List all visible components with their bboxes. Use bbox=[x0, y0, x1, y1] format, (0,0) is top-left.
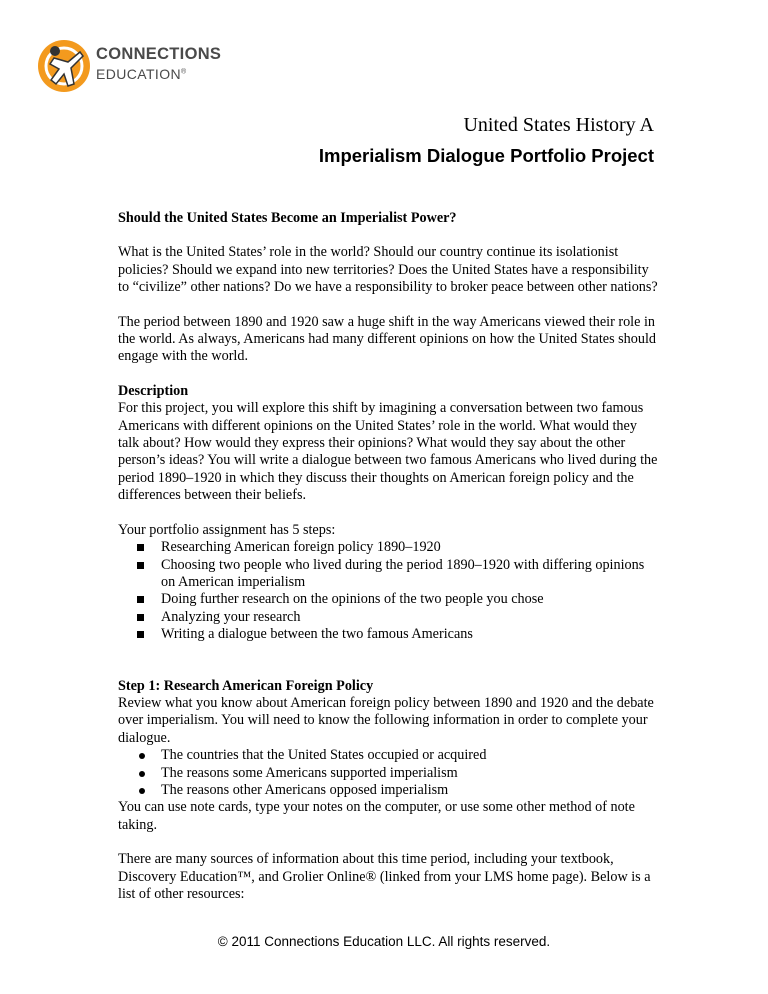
steps-list bbox=[118, 539, 658, 643]
step1-paragraph: Review what you know about American foreign policy between 1890 and 1920 and the debate over imperialism. You will need to know the following information in order to complete your dialogue. bbox=[118, 694, 654, 746]
intro-paragraph-1: What is the United States’ role in the world? Should our country continue its isolationist policies? Should we expand into new territories? Does the United States have a responsibility to “civilize” other nations? Do we have a responsibility to broker peace between other nations? bbox=[118, 244, 658, 296]
logo-figure-icon bbox=[36, 38, 92, 94]
intro-heading: Should the United States Become an Imperialist Power? bbox=[118, 210, 457, 226]
logo-wordmark-bottom: EDUCATION® bbox=[96, 66, 187, 82]
copyright-footer: © 2011 Connections Education LLC. All rights reserved. bbox=[217, 934, 551, 949]
course-name: United States History A bbox=[463, 114, 654, 136]
step1-heading: Step 1: Research American Foreign Policy bbox=[118, 677, 374, 694]
round-bullet-icon bbox=[139, 788, 145, 794]
square-bullet-icon bbox=[137, 562, 144, 569]
square-bullet-icon bbox=[137, 544, 144, 551]
list-item: Writing a dialogue between the two famous Americans bbox=[137, 626, 658, 643]
round-bullet-icon bbox=[139, 753, 145, 759]
intro-paragraph-2: The period between 1890 and 1920 saw a huge shift in the way Americans viewed their role in the world. As always, Americans had many different opinions on how the United States should engage with the world. bbox=[118, 313, 656, 365]
document-title: Imperialism Dialogue Portfolio Project bbox=[318, 145, 654, 166]
square-bullet-icon bbox=[137, 614, 144, 621]
steps-intro: Your portfolio assignment has 5 steps: bbox=[118, 521, 336, 538]
connections-education-logo bbox=[36, 38, 296, 94]
list-item: The countries that the United States occupied or acquired bbox=[137, 747, 658, 764]
list-item: The reasons some Americans supported imperialism bbox=[137, 765, 658, 782]
list-item: The reasons other Americans opposed imperialism bbox=[137, 782, 658, 799]
list-item: Choosing two people who lived during the period 1890–1920 with differing opinions on American imperialism bbox=[137, 557, 658, 592]
description-paragraph: For this project, you will explore this shift by imagining a conversation between two famous Americans with different opinions on the United States’ role in the world. What would they talk about? How would they express their opinions? What would they say about the other person’s ideas? You will write a dialogue between two famous Americans who lived during the period 1890–1920 in which they discuss their thoughts on American foreign policy and the differences between their beliefs. bbox=[118, 400, 658, 504]
logo-wordmark-top: CONNECTIONS bbox=[96, 45, 222, 63]
list-item: Analyzing your research bbox=[137, 609, 658, 626]
step1-list bbox=[118, 747, 658, 799]
step1-note-taking: You can use note cards, type your notes on the computer, or use some other method of note taking. bbox=[118, 799, 635, 833]
list-item: Doing further research on the opinions of the two people you chose bbox=[137, 591, 658, 608]
round-bullet-icon bbox=[139, 771, 145, 777]
square-bullet-icon bbox=[137, 596, 144, 603]
description-heading: Description bbox=[118, 382, 189, 399]
list-item: Researching American foreign policy 1890–1920 bbox=[137, 539, 658, 556]
step1-sources: There are many sources of information about this time period, including your textbook, Discovery Education™, and Grolier Online® (linked from your LMS home page). Below is a list of other resources: bbox=[118, 851, 651, 902]
square-bullet-icon bbox=[137, 631, 144, 638]
document-body bbox=[118, 210, 658, 920]
